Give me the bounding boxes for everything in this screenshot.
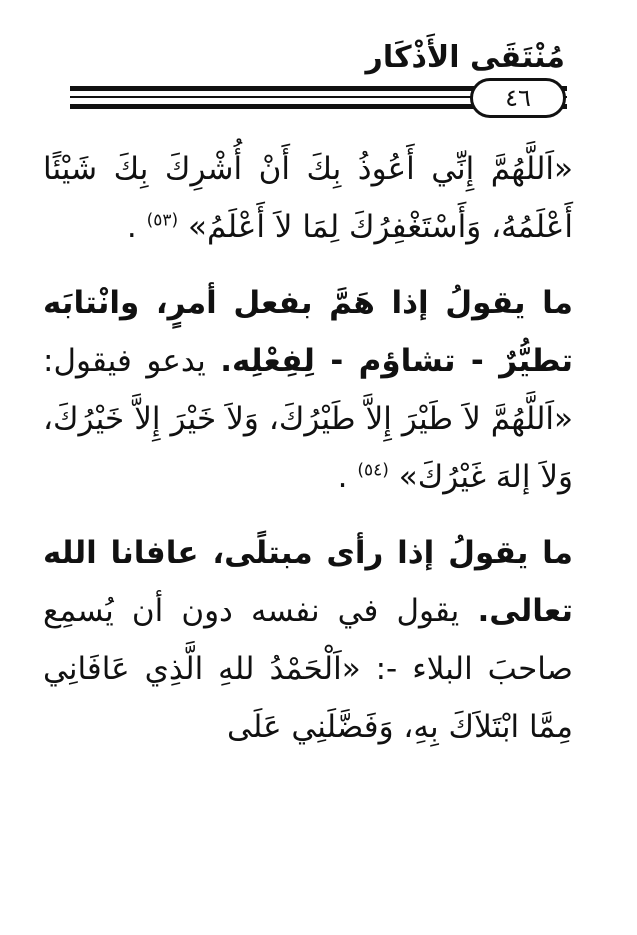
book-title: مُنْتَقَى الأَذْكَار	[365, 40, 565, 75]
footnote-marker: (٥٤)	[357, 460, 389, 481]
dua-text: يقول في نفسه دون أن يُسمِع صاحبَ البلاء -: «اَلْحَمْدُ للهِ الَّذِي عَافَانِي مِمَّا ابْتَلاَكَ بِهِ، وَفَضَّلَنِي عَلَى	[43, 593, 573, 745]
section-heading: ما يقولُ إذا رأى مبتلًى، عافانا الله تعالى.	[43, 535, 573, 629]
sentence-end: .	[337, 459, 348, 495]
page-body	[43, 140, 573, 774]
footnote-marker: (٥٣)	[146, 210, 179, 231]
paragraph-afflicted	[43, 524, 573, 756]
section-heading: ما يقولُ إذا هَمَّ بفعل أمرٍ، وانْتابَه تطيُّرٌ - تشاؤم - لِفِعْلِه.	[43, 285, 573, 379]
dua-text: «اَللَّهُمَّ إِنِّي أَعُوذُ بِكَ أَنْ أُشْرِكَ بِكَ شَيْئًا أَعْلَمُهُ، وَأَسْتَغْفِرُكَ لِمَا لاَ أَعْلَمُ»	[43, 151, 573, 245]
paragraph-dua-shirk	[43, 140, 573, 256]
paragraph-tatayyur	[43, 274, 573, 506]
dua-text: يدعو فيقول: «اَللَّهُمَّ لاَ طَيْرَ إِلاَّ طَيْرُكَ، وَلاَ خَيْرَ إِلاَّ خَيْرُكَ، وَلاَ إلهَ غَيْرُكَ»	[43, 343, 573, 495]
page-number: ٤٦	[470, 78, 566, 118]
sentence-end: .	[126, 209, 137, 245]
